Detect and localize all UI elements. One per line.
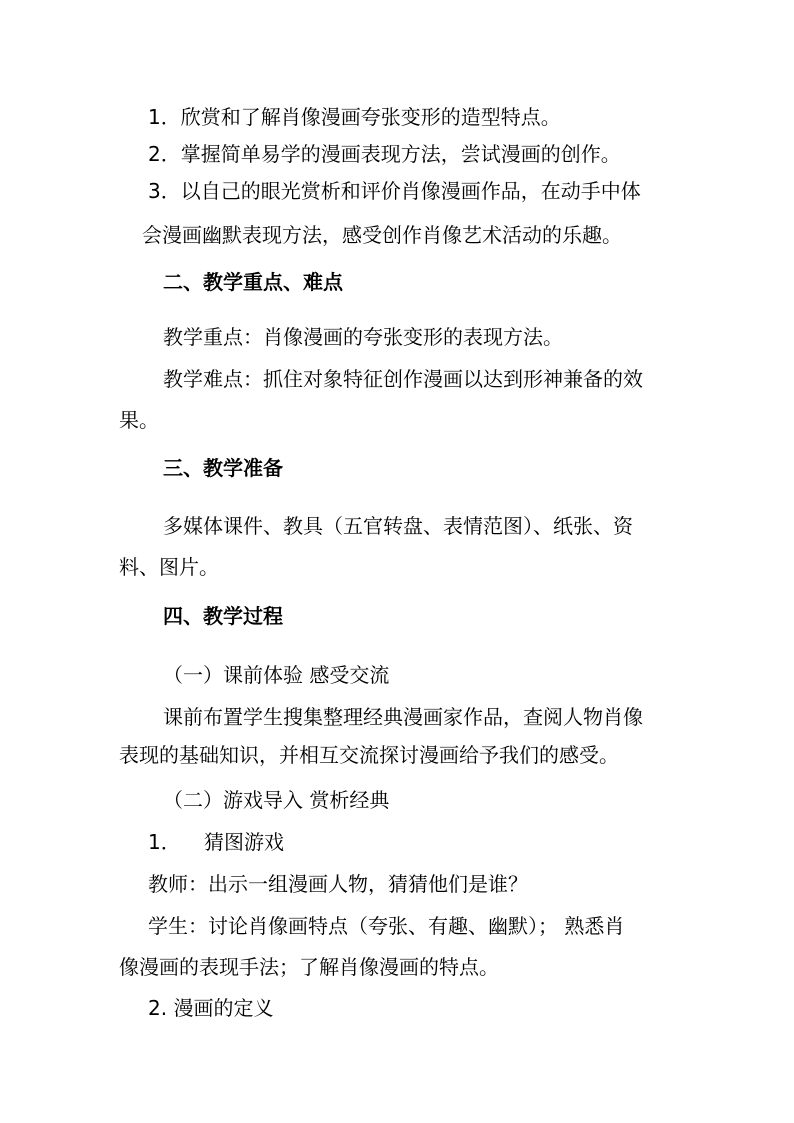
difficulty-text-line-1: 教学难点：抓住对象特征创作漫画以达到形神兼备的效 bbox=[163, 367, 643, 391]
difficulty-text-line-2: 果。 bbox=[119, 408, 159, 432]
step-1-heading bbox=[148, 828, 284, 856]
key-point-text: 教学重点：肖像漫画的夸张变形的表现方法。 bbox=[163, 325, 563, 349]
student-text-line-1: 学生：讨论肖像画特点（夸张、有趣、幽默）； 熟悉肖 bbox=[148, 914, 625, 938]
process-part-1-title: （一）课前体验 感受交流 bbox=[163, 663, 390, 687]
objective-item-2: 2．掌握简单易学的漫画表现方法，尝试漫画的创作。 bbox=[148, 142, 621, 166]
objective-item-1: 1．欣赏和了解肖像漫画夸张变形的造型特点。 bbox=[148, 105, 561, 129]
process-part-1-line-1: 课前布置学生搜集整理经典漫画家作品，查阅人物肖像 bbox=[163, 705, 643, 729]
preparation-text-line-1: 多媒体课件、教具（五官转盘、表情范图）、纸张、资 bbox=[163, 514, 633, 538]
step-1-title: 猜图游戏 bbox=[204, 830, 284, 854]
step-2-heading: 2. 漫画的定义 bbox=[148, 996, 274, 1020]
process-part-1-line-2: 表现的基础知识，并相互交流探讨漫画给予我们的感受。 bbox=[119, 743, 619, 767]
section-heading-process: 四、教学过程 bbox=[163, 604, 283, 628]
section-heading-preparation: 三、教学准备 bbox=[163, 456, 283, 480]
step-1-number: 1． bbox=[148, 830, 181, 854]
teacher-text: 教师：出示一组漫画人物，猜猜他们是谁？ bbox=[148, 872, 528, 896]
student-text-line-2: 像漫画的表现手法；了解肖像漫画的特点。 bbox=[119, 955, 499, 979]
section-heading-key-points: 二、教学重点、难点 bbox=[163, 270, 343, 294]
preparation-text-line-2: 料、图片。 bbox=[119, 555, 219, 579]
objective-item-3-line-2: 会漫画幽默表现方法，感受创作肖像艺术活动的乐趣。 bbox=[142, 223, 622, 247]
objective-item-3-line-1: 3．以自己的眼光赏析和评价肖像漫画作品，在动手中体 bbox=[148, 179, 641, 203]
process-part-2-title: （二）游戏导入 赏析经典 bbox=[163, 788, 390, 812]
